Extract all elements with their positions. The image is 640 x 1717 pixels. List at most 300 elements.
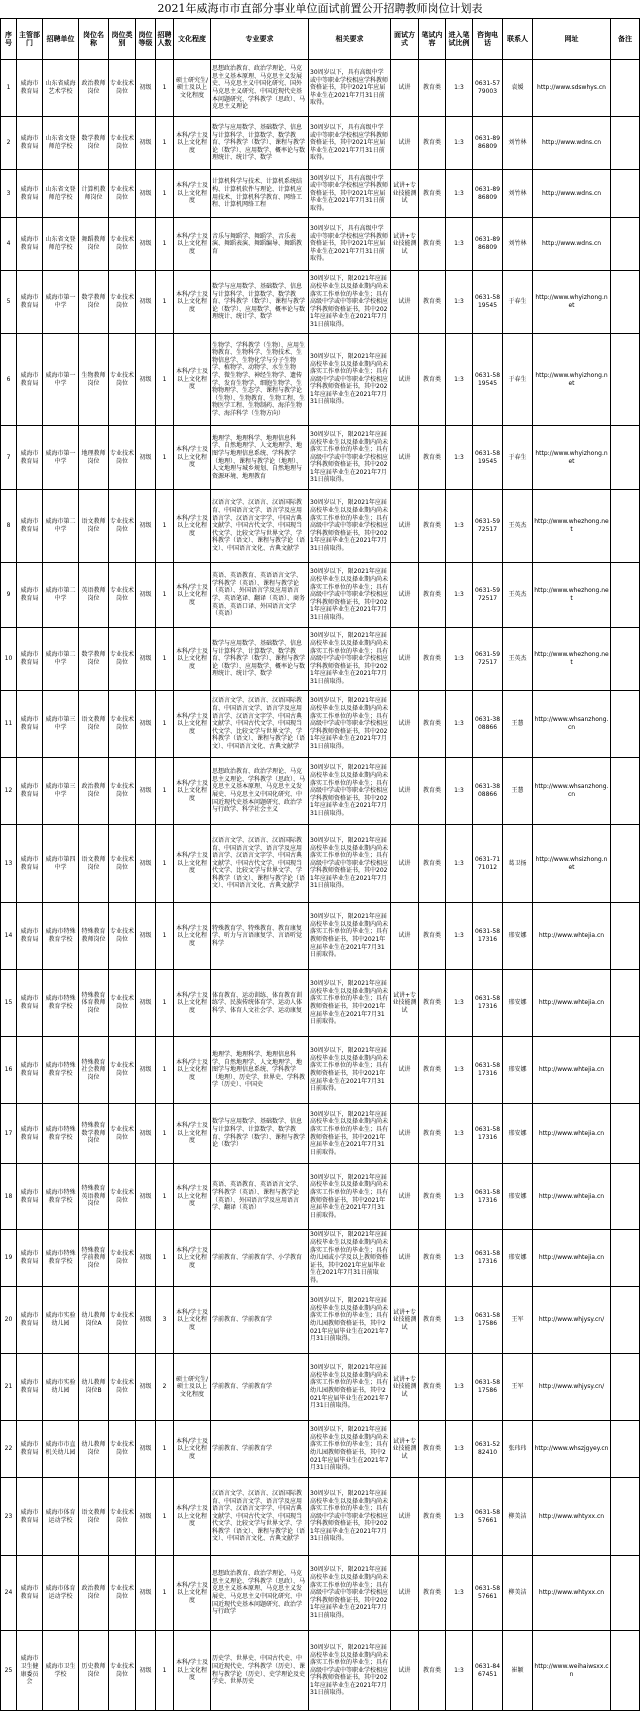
- cell-category-text: 专业技术岗位: [110, 928, 135, 943]
- cell-exam: [419, 691, 446, 758]
- cell-interview: [391, 334, 419, 426]
- website-link[interactable]: http://www.whsanzhong.cn: [534, 716, 609, 731]
- cell-education-text: 本科/学士及以上文化程度: [175, 182, 209, 205]
- cell-education-text: 硕士研究生/硕士及以上文化程度: [175, 1375, 209, 1398]
- cell-major: [211, 1104, 309, 1164]
- website-link[interactable]: http://www.whtejia.cn: [538, 932, 605, 940]
- cell-phone-text: 0631-3808866: [474, 716, 501, 731]
- cell-ratio: [446, 117, 473, 170]
- cell-post: [79, 271, 109, 334]
- cell-website: [533, 334, 611, 426]
- cell-exam: [419, 1354, 446, 1421]
- cell-department-text: 威海市教育局: [20, 855, 39, 871]
- cell-department-text: 威海市卫生健康委员会: [20, 1655, 39, 1686]
- cell-interview: [391, 117, 419, 170]
- cell-contact: [503, 1164, 533, 1230]
- cell-seq-text: 23: [4, 1512, 13, 1520]
- cell-ratio-text: 1:3: [454, 1445, 464, 1453]
- cell-ratio-text: 1:3: [454, 932, 464, 940]
- cell-count-text: 2: [162, 1383, 167, 1391]
- cell-count: [156, 170, 174, 218]
- cell-department: [17, 1421, 43, 1478]
- cell-interview-text: 试讲+专业技能测试: [392, 991, 417, 1014]
- cell-post-text: 语文教师岗位: [81, 1508, 106, 1524]
- header-unit: [43, 19, 79, 60]
- cell-phone: [473, 758, 503, 825]
- cell-interview-text: 试讲: [398, 1254, 411, 1262]
- cell-major: [211, 60, 309, 117]
- cell-education: [174, 426, 211, 490]
- cell-post-text: 舞蹈教师岗位: [81, 236, 106, 251]
- cell-major-text: 汉语言文学、汉语言、汉语国际教育、中国语言文学、语言学及应用语言学、汉语言文字学、中国古典文献学、中国古代文学、中国现当代文学、比较文学与世界文学、学科教学（语文）、课程与教学论（语文）、中国语言文化、古典文献学: [212, 697, 306, 750]
- cell-major: [211, 1478, 309, 1556]
- cell-unit: [43, 1354, 79, 1421]
- cell-education-text: 本科/学士及以上文化程度: [175, 712, 209, 735]
- cell-contact: [503, 1037, 533, 1104]
- cell-phone-text: 0631-5817316: [474, 995, 501, 1010]
- cell-phone-text: 0631-5817316: [474, 1062, 501, 1077]
- cell-remark: [611, 1230, 640, 1287]
- cell-seq: [1, 117, 17, 170]
- header-count-label: 招聘人数: [157, 30, 172, 47]
- cell-department: [17, 691, 43, 758]
- cell-level-text: 初级: [139, 720, 152, 728]
- cell-website: [533, 490, 611, 563]
- website-link[interactable]: http://www.whjysy.cn/: [538, 1383, 605, 1391]
- table-row: [1, 334, 640, 426]
- cell-ratio: [446, 1230, 473, 1287]
- cell-phone: [473, 825, 503, 903]
- table-row: [1, 170, 640, 218]
- cell-education: [174, 1287, 211, 1354]
- website-link[interactable]: http://www.whezhong.net: [534, 587, 609, 602]
- cell-ratio: [446, 563, 473, 628]
- cell-ratio: [446, 426, 473, 490]
- cell-department: [17, 1164, 43, 1230]
- cell-phone: [473, 1104, 503, 1164]
- cell-ratio-text: 1:3: [454, 859, 464, 867]
- header-interview: [391, 19, 419, 60]
- header-education: [174, 19, 211, 60]
- cell-exam-text: 教育类: [422, 655, 441, 663]
- cell-phone: [473, 334, 503, 426]
- website-link[interactable]: http://www.whyizhong.net: [535, 371, 608, 387]
- cell-phone-text: 0631-5819545: [474, 449, 501, 465]
- header-website-label: 网址: [564, 34, 579, 43]
- cell-post-text: 语文教师岗位: [81, 518, 106, 533]
- cell-level: [136, 1631, 156, 1711]
- cell-contact-text: 于春生: [508, 375, 527, 383]
- table-row: [1, 691, 640, 758]
- cell-contact: [503, 1421, 533, 1478]
- cell-phone: [473, 563, 503, 628]
- cell-category: [109, 1631, 136, 1711]
- website-link[interactable]: http://www.weihaiwsxx.cn: [534, 1662, 609, 1678]
- cell-unit: [43, 1037, 79, 1104]
- cell-category-text: 专业技术岗位: [110, 1379, 135, 1394]
- cell-contact: [503, 334, 533, 426]
- website-link[interactable]: http://www.whsanzhong.cn: [534, 783, 609, 798]
- cell-exam-text: 教育类: [422, 522, 441, 530]
- website-link[interactable]: http://www.sdswhys.cn: [537, 84, 606, 92]
- cell-interview-text: 试讲: [398, 655, 411, 663]
- header-unit-label: 招聘单位: [46, 34, 75, 43]
- cell-requirements: [309, 426, 391, 490]
- cell-post-text: 特殊教育体育教师岗位: [81, 991, 106, 1014]
- cell-seq-text: 7: [6, 453, 11, 461]
- cell-exam-text: 教育类: [422, 84, 441, 92]
- cell-unit: [43, 825, 79, 903]
- website-cell-content: [533, 691, 610, 757]
- cell-remark-text: [611, 903, 639, 969]
- cell-requirements: [309, 970, 391, 1037]
- cell-interview-text: 试讲: [398, 84, 411, 92]
- cell-phone: [473, 1287, 503, 1354]
- cell-count: [156, 218, 174, 271]
- cell-seq-text: 3: [6, 189, 11, 197]
- cell-education: [174, 628, 211, 691]
- cell-major-text: 数学与应用数学、基础数学、信息与计算科学、计算数学、数学教育、学科教学（数学）、课程与教学论（数学）、应用数学、概率论与数理统计、统计学、数学: [212, 283, 306, 321]
- website-link[interactable]: http://www.wdns.cn: [541, 139, 602, 147]
- cell-phone: [473, 1478, 503, 1556]
- cell-department: [17, 426, 43, 490]
- cell-interview: [391, 1037, 419, 1104]
- cell-website: [533, 628, 611, 691]
- cell-category: [109, 1104, 136, 1164]
- cell-count-text: 1: [162, 1192, 167, 1200]
- cell-website: [533, 1631, 611, 1711]
- cell-requirements: [309, 271, 391, 334]
- cell-post: [79, 1104, 109, 1164]
- cell-post-text: 政治教师岗位: [81, 1585, 106, 1600]
- cell-education-text: 本科/学士及以上文化程度: [175, 1185, 209, 1208]
- cell-phone-text: 0631-5972517: [474, 587, 501, 602]
- cell-count-text: 1: [162, 453, 167, 461]
- cell-contact-text: 邢安娜: [508, 1254, 527, 1262]
- cell-remark-text: [611, 334, 639, 425]
- cell-requirements-text: 30周岁以下，限2021年应届高校毕业生以及择业期内尚未落实工作单位的毕业生；具有高级中学或中等职业学校相应学科教师资格证书，其中2021年应届毕业生在2021年7月31日前取得。: [310, 697, 389, 750]
- cell-count-text: 1: [162, 189, 167, 197]
- cell-unit-text: 威海市第一中学: [45, 449, 76, 465]
- cell-department: [17, 563, 43, 628]
- cell-interview-text: 试讲: [398, 375, 411, 383]
- cell-ratio: [446, 970, 473, 1037]
- cell-unit-text: 威海市第一中学: [45, 294, 76, 309]
- cell-requirements-text: 30周岁以下，具有高级中学或中等职业学校相应学科教师资格证书，其中2021年应届毕业生在2021年7月31日前取得。: [310, 225, 389, 263]
- cell-category-text: 专业技术岗位: [110, 1125, 135, 1141]
- cell-category: [109, 970, 136, 1037]
- cell-seq-text: 21: [4, 1383, 13, 1391]
- cell-major-text: 地理学、地理科学、地理信息科学、自然地理学、人文地理学、地图学与地理信息系统、学科教学（地理）、课程与教学论（地理）、人文地理与城乡规划、自然地理与资源环境、地理教育: [212, 434, 303, 480]
- cell-department: [17, 1287, 43, 1354]
- table-row: [1, 1354, 640, 1421]
- cell-education: [174, 490, 211, 563]
- cell-count-text: 1: [162, 1445, 167, 1453]
- cell-education-text: 本科/学士及以上文化程度: [175, 1505, 209, 1528]
- cell-major: [211, 117, 309, 170]
- cell-level-text: 初级: [139, 1383, 152, 1391]
- cell-count: [156, 271, 174, 334]
- cell-exam: [419, 903, 446, 970]
- cell-remark: [611, 1556, 640, 1631]
- cell-interview-text: 试讲: [398, 1589, 411, 1597]
- header-interview-label: 面试方式: [394, 30, 415, 47]
- cell-exam-text: 教育类: [422, 1066, 441, 1074]
- cell-category-text: 专业技术岗位: [110, 1585, 135, 1600]
- cell-exam: [419, 490, 446, 563]
- cell-post: [79, 1230, 109, 1287]
- cell-exam-text: 教育类: [422, 453, 441, 461]
- cell-level: [136, 1287, 156, 1354]
- cell-interview-text: 试讲+专业技能测试: [392, 1437, 417, 1460]
- cell-department: [17, 170, 43, 218]
- cell-major-text: 数学与应用数学、基础数学、信息与计算科学、计算数学、数学教育、学科教学（数学）、课程与教学论（数学）、应用数学、概率论与数理统计、统计学、数学: [212, 124, 306, 162]
- cell-interview-text: 试讲+专业技能测试: [392, 232, 417, 255]
- page-title: 2021年威海市市直部分事业单位面试前置公开招聘教师岗位计划表: [157, 2, 483, 15]
- website-link[interactable]: http://www.whyizhong.net: [535, 294, 608, 309]
- website-link[interactable]: http://www.whtyxx.cn: [538, 1512, 605, 1520]
- header-ratio: [446, 19, 473, 60]
- cell-major-text: 生物学、学科教学（生物）、应用生物教育、生物科学、生物技术、生物信息学、生物化学与分子生物学、植物学、动物学、水生生物学、微生物学、神经生物学、遗传学、发育生物学、细胞生物学、生物物理学、生态学、课程与教学论（生物）、生物教育、生物工程、生物医学工程、生物制药、海洋生物学、海洋科学（生物方向）: [212, 341, 306, 417]
- cell-department-text: 威海市教育局: [20, 928, 39, 943]
- cell-post: [79, 426, 109, 490]
- cell-requirements: [309, 758, 391, 825]
- cell-category: [109, 426, 136, 490]
- website-link[interactable]: http://www.whtejia.cn: [538, 1192, 605, 1200]
- cell-contact: [503, 970, 533, 1037]
- cell-requirements-text: 30周岁以下，具有高级中学或中等职业学校相应学科教师资格证书，其中2021年应届毕业生在2021年7月31日前取得。: [310, 69, 389, 107]
- header-post-label: 岗位名称: [83, 30, 104, 47]
- header-phone: [473, 19, 503, 60]
- cell-major-text: 数学与应用数学、基础数学、信息与计算科学、计算数学、数学教育、学科教学（数学）、课程与教学论（数学）: [212, 1118, 306, 1149]
- cell-department-text: 威海市教育局: [20, 1062, 39, 1077]
- cell-ratio: [446, 825, 473, 903]
- cell-contact: [503, 1230, 533, 1287]
- cell-department: [17, 490, 43, 563]
- cell-contact: [503, 271, 533, 334]
- cell-exam-text: 教育类: [422, 1512, 441, 1520]
- cell-unit-text: 威海市卫生学校: [45, 1662, 76, 1678]
- website-link[interactable]: http://www.whyizhong.net: [535, 449, 608, 465]
- cell-department-text: 威海市教育局: [20, 185, 39, 201]
- cell-ratio-text: 1:3: [454, 655, 464, 663]
- cell-contact: [503, 426, 533, 490]
- header-exam-label: 笔试内容: [421, 30, 443, 47]
- website-link[interactable]: http://www.whezhong.net: [534, 518, 609, 533]
- cell-category-text: 专业技术岗位: [110, 1441, 135, 1456]
- cell-unit: [43, 563, 79, 628]
- cell-seq: [1, 970, 17, 1037]
- cell-interview: [391, 1478, 419, 1556]
- header-requirements-label: 相关要求: [335, 34, 364, 43]
- cell-department: [17, 1631, 43, 1711]
- cell-contact-text: 柳美洁: [508, 1512, 527, 1520]
- cell-requirements-text: 30周岁以下，限2021年应届高校毕业生以及择业期内尚未落实工作单位的毕业生；具有高级中学或中等职业学校相应学科教师资格证书，其中2021年应届毕业生在2021年7月31日前取得。: [310, 764, 389, 817]
- website-link[interactable]: http://www.whsizhong.net: [535, 855, 608, 871]
- cell-phone-text: 0631-5819545: [474, 294, 501, 309]
- cell-unit: [43, 117, 79, 170]
- cell-requirements-text: 30周岁以下，限2021年应届高校毕业生以及择业期内尚未落实工作单位的毕业生；具有高级中学或中等职业学校相应学科教师资格证书，其中2021年应届毕业生在2021年7月31日前取得。: [310, 1489, 389, 1543]
- website-cell-content: [533, 1478, 610, 1555]
- cell-remark-text: [611, 271, 639, 333]
- cell-department-text: 威海市教育局: [20, 135, 39, 150]
- website-link[interactable]: http://www.whtejia.cn: [538, 1254, 605, 1262]
- cell-seq: [1, 334, 17, 426]
- header-remark: [611, 19, 640, 60]
- cell-seq: [1, 563, 17, 628]
- cell-website: [533, 1287, 611, 1354]
- cell-category: [109, 271, 136, 334]
- cell-level: [136, 1556, 156, 1631]
- cell-ratio-text: 1:3: [454, 84, 464, 92]
- cell-phone-text: 0631-5817586: [474, 1312, 501, 1327]
- cell-level: [136, 1230, 156, 1287]
- cell-exam: [419, 218, 446, 271]
- cell-major-text: 地理学、地理科学、地理信息科学、自然地理学、人文地理学、地图学与地理信息系统、学科教学（地理）、历史学、世界史、学科教学（历史）、中国史: [212, 1051, 306, 1089]
- cell-unit: [43, 170, 79, 218]
- table-header: [1, 19, 640, 60]
- table-row: [1, 1556, 640, 1631]
- cell-education-text: 本科/学士及以上文化程度: [175, 290, 209, 313]
- cell-major: [211, 1287, 309, 1354]
- cell-post: [79, 218, 109, 271]
- cell-education: [174, 218, 211, 271]
- cell-level: [136, 691, 156, 758]
- website-link[interactable]: http://www.whtyxx.cn: [538, 1589, 605, 1597]
- cell-remark-text: [611, 1421, 639, 1477]
- website-link[interactable]: http://www.whtejia.cn: [538, 999, 605, 1007]
- cell-department-text: 威海市教育局: [20, 294, 39, 309]
- cell-department-text: 威海市教育局: [20, 1250, 39, 1265]
- cell-requirements-text: 30周岁以下，限2021年应届高校毕业生以及择业期内尚未落实工作单位的毕业生；具有幼儿园教师资格证书，其中2021年应届毕业生在2021年7月31日前取得。: [310, 1426, 389, 1472]
- cell-major: [211, 1421, 309, 1478]
- website-link[interactable]: http://www.wdns.cn: [541, 189, 602, 197]
- header-major-label: 专业要求: [245, 34, 274, 43]
- cell-category-text: 专业技术岗位: [110, 449, 135, 465]
- cell-major-text: 数学与应用数学、基础数学、信息与计算科学、计算数学、数学教育、学科教学（数学）、课程与教学论（数学）、应用数学、概率论与数理统计、统计学、数学: [212, 640, 306, 678]
- cell-interview: [391, 170, 419, 218]
- cell-phone-text: 0631-5972517: [474, 518, 501, 533]
- cell-requirements-text: 30周岁以下，限2021年应届高校毕业生以及择业期内尚未落实工作单位的毕业生；具有高级中学或中等职业学校相应学科教师资格证书，其中2021年应届毕业生在2021年7月31日前取得。: [310, 1643, 389, 1697]
- cell-post: [79, 825, 109, 903]
- cell-requirements-text: 30周岁以下，限2021年应届高校毕业生以及择业期内尚未落实工作单位的毕业生；具有高级中学或中等职业学校相应学科教师资格证书，其中2021年应届毕业生在2021年7月31日前取得。: [310, 430, 389, 484]
- website-cell-content: [533, 1230, 610, 1286]
- cell-requirements: [309, 1631, 391, 1711]
- cell-education: [174, 1631, 211, 1711]
- cell-education: [174, 1230, 211, 1287]
- cell-ratio: [446, 1354, 473, 1421]
- website-link[interactable]: http://www.wdns.cn: [541, 240, 602, 248]
- cell-contact: [503, 1478, 533, 1556]
- cell-department: [17, 903, 43, 970]
- cell-education-text: 本科/学士及以上文化程度: [175, 446, 209, 469]
- cell-count-text: 1: [162, 84, 167, 92]
- cell-contact: [503, 490, 533, 563]
- cell-interview-text: 试讲: [398, 859, 411, 867]
- cell-department: [17, 1230, 43, 1287]
- cell-unit-text: 威海市特殊教育学校: [45, 1125, 76, 1141]
- cell-count-text: 1: [162, 240, 167, 248]
- cell-unit: [43, 1104, 79, 1164]
- cell-requirements: [309, 117, 391, 170]
- cell-category-text: 专业技术岗位: [110, 294, 135, 309]
- table-row: [1, 1287, 640, 1354]
- cell-website: [533, 691, 611, 758]
- cell-remark: [611, 1421, 640, 1478]
- cell-remark: [611, 490, 640, 563]
- cell-remark-text: [611, 628, 639, 690]
- cell-education-text: 本科/学士及以上文化程度: [175, 1659, 209, 1682]
- cell-post-text: 数学教师岗位: [81, 651, 106, 666]
- website-link[interactable]: http://www.whtejia.cn: [538, 1066, 605, 1074]
- cell-level: [136, 60, 156, 117]
- cell-education-text: 本科/学士及以上文化程度: [175, 924, 209, 947]
- cell-remark-text: [611, 1478, 639, 1555]
- cell-education: [174, 563, 211, 628]
- cell-department-text: 威海市教育局: [20, 783, 39, 798]
- cell-seq-text: 25: [4, 1666, 13, 1674]
- cell-requirements: [309, 628, 391, 691]
- cell-unit-text: 威海市体育运动学校: [45, 1585, 76, 1600]
- website-link[interactable]: http://www.whszjgyey.cn: [534, 1445, 609, 1453]
- cell-exam: [419, 563, 446, 628]
- cell-education-text: 本科/学士及以上文化程度: [175, 1246, 209, 1269]
- cell-post: [79, 1631, 109, 1711]
- cell-category-text: 专业技术岗位: [110, 1662, 135, 1678]
- cell-count: [156, 1230, 174, 1287]
- header-level: [136, 19, 156, 60]
- header-post: [79, 19, 109, 60]
- cell-exam-text: 教育类: [422, 720, 441, 728]
- cell-department-text: 威海市教育局: [20, 716, 39, 731]
- cell-education-text: 本科/学士及以上文化程度: [175, 583, 209, 606]
- website-cell-content: [533, 1164, 610, 1229]
- cell-exam: [419, 60, 446, 117]
- cell-website: [533, 1421, 611, 1478]
- cell-major: [211, 426, 309, 490]
- cell-exam-text: 教育类: [422, 591, 441, 599]
- cell-exam: [419, 334, 446, 426]
- table-row: [1, 628, 640, 691]
- website-link[interactable]: http://www.whezhong.net: [534, 651, 609, 666]
- cell-contact: [503, 691, 533, 758]
- cell-level: [136, 170, 156, 218]
- cell-level: [136, 334, 156, 426]
- cell-interview: [391, 1556, 419, 1631]
- cell-major-text: 计算机科学与技术、计算机系统结构、计算机软件与理论、计算机应用技术、计算机科学教育、网络工程、计算机网络工程: [212, 178, 303, 209]
- cell-post-text: 特殊教育学前教师岗位: [81, 1246, 106, 1269]
- header-phone-label: 咨询电话: [477, 30, 498, 47]
- website-link[interactable]: http://www.whtejia.cn: [538, 1129, 605, 1137]
- cell-interview: [391, 1164, 419, 1230]
- cell-category-text: 专业技术岗位: [110, 855, 135, 871]
- cell-remark: [611, 691, 640, 758]
- cell-count-text: 1: [162, 932, 167, 940]
- cell-education: [174, 117, 211, 170]
- cell-category-text: 专业技术岗位: [110, 236, 135, 251]
- website-link[interactable]: http://www.whjysy.cn/: [538, 1316, 605, 1324]
- table-row: [1, 758, 640, 825]
- cell-ratio-text: 1:3: [454, 1066, 464, 1074]
- cell-ratio-text: 1:3: [454, 787, 464, 795]
- cell-ratio-text: 1:3: [454, 1589, 464, 1597]
- cell-contact-text: 邢安娜: [508, 1129, 527, 1137]
- cell-requirements-text: 30周岁以下，限2021年应届高校毕业生以及择业期内尚未落实工作单位的毕业生；具有幼儿园教师资格证书，其中2021年应届毕业生在2021年7月31日前取得。: [310, 1297, 389, 1343]
- cell-post: [79, 758, 109, 825]
- website-cell-content: [533, 1421, 610, 1477]
- cell-seq: [1, 426, 17, 490]
- header-ratio-label: 进入笔试比例: [448, 30, 470, 47]
